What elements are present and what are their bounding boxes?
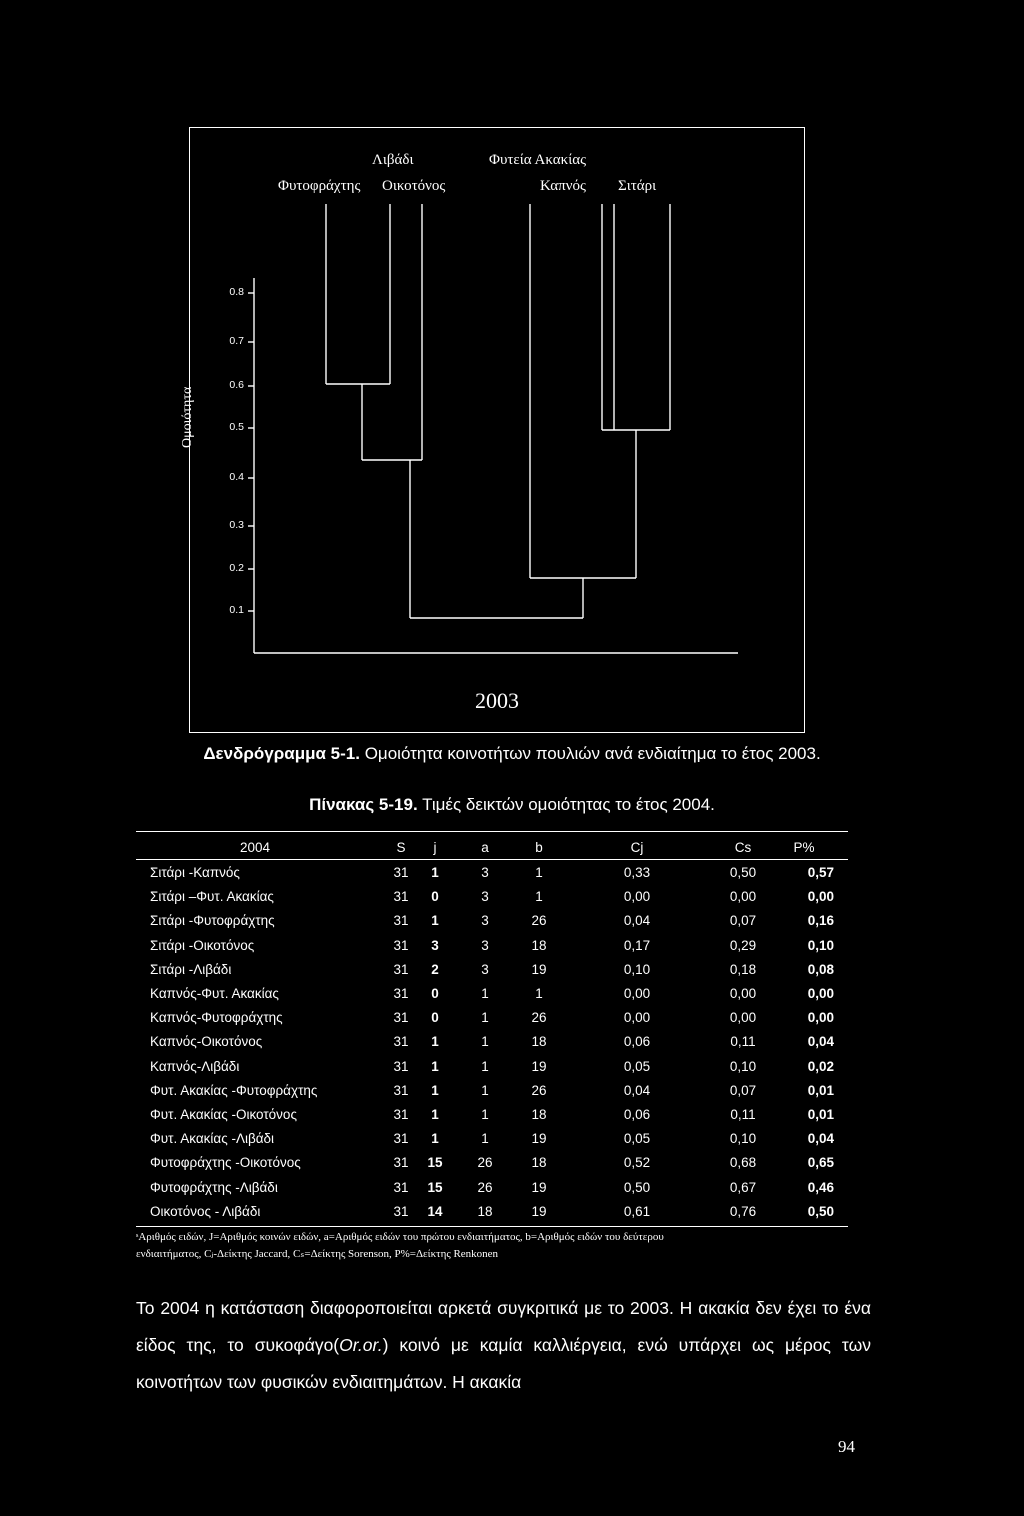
y-tick-label: 0.5: [229, 421, 244, 433]
cell-a: 1: [481, 1107, 489, 1122]
table-row: [136, 934, 848, 958]
table-header-rule: [136, 859, 848, 860]
cell-cs: 0,76: [729, 1203, 757, 1219]
cell-pair: Φυτ. Ακακίας -Λιβάδι: [150, 1131, 275, 1147]
cell-cj: 0,00: [623, 889, 651, 905]
cell-cj: 0,52: [623, 1155, 651, 1171]
cell-s: 31: [393, 937, 409, 953]
cell-j: 14: [427, 1203, 443, 1219]
dendrogram-year: 2003: [475, 688, 519, 713]
cell-cs: 0,11: [730, 1107, 756, 1122]
cell-pair: Καπνός-Λιβάδι: [150, 1058, 240, 1074]
cell-b: 19: [531, 1058, 547, 1074]
cell-cs: 0,29: [729, 937, 757, 953]
y-tick-label: 0.1: [229, 604, 244, 616]
cell-cj: 0,05: [623, 1058, 651, 1074]
body-paragraph: [136, 1290, 871, 1401]
table-caption-label: Πίνακας 5-19.: [309, 795, 418, 814]
cell-a: 3: [481, 889, 489, 905]
cell-s: 31: [393, 1179, 409, 1195]
cell-b: 26: [531, 1010, 547, 1026]
cell-p: 0,00: [807, 1010, 834, 1026]
cell-p: 0,04: [807, 1034, 834, 1050]
cell-p: 0,16: [807, 913, 834, 929]
cell-a: 1: [481, 1058, 489, 1074]
cell-pair: Καπνός-Φυτοφράχτης: [150, 1010, 283, 1026]
cell-pair: Καπνός-Φυτ. Ακακίας: [150, 986, 279, 1001]
cell-cj: 0,04: [623, 1082, 651, 1098]
cell-j: 1: [431, 1107, 439, 1122]
cell-j: 3: [431, 937, 439, 953]
figure-caption-text: Ομοιότητα κοινοτήτων πουλιών ανά ενδιαίτημα το έτος 2003.: [359, 744, 821, 763]
cell-pair: Φυτοφράχτης -Οικοτόνος: [150, 1155, 301, 1171]
cell-s: 31: [393, 1203, 409, 1219]
cell-s: 31: [393, 1010, 409, 1026]
header-year: 2004: [240, 840, 271, 855]
cell-b: 19: [531, 961, 547, 977]
figure-caption: [0, 744, 1024, 764]
cell-a: 3: [481, 961, 489, 977]
cell-cs: 0,67: [729, 1179, 757, 1195]
header-p: P%: [793, 840, 815, 855]
cell-b: 1: [535, 986, 543, 1001]
leaf-label-fytofraxtis: Φυτοφράχτης: [278, 178, 361, 194]
y-tick-label: 0.6: [229, 379, 244, 391]
page-number: 94: [838, 1437, 855, 1456]
cell-cj: 0,06: [623, 1034, 651, 1050]
cell-s: 31: [393, 1155, 409, 1171]
cell-b: 18: [531, 937, 547, 953]
cell-a: 26: [477, 1179, 493, 1195]
cell-b: 26: [531, 1082, 547, 1098]
cell-j: 15: [427, 1155, 443, 1171]
cell-s: 31: [393, 986, 409, 1001]
cell-cs: 0,00: [729, 986, 757, 1001]
cell-cs: 0,11: [730, 1034, 756, 1050]
leaf-label-sitari: Σιτάρι: [618, 178, 657, 194]
cell-p: 0,00: [807, 889, 834, 905]
cell-cj: 0,04: [623, 913, 651, 929]
y-tick-label: 0.7: [229, 335, 244, 347]
cell-b: 19: [531, 1179, 547, 1195]
cell-cj: 0,00: [623, 1010, 651, 1026]
body-text-part-1: Το 2004 η κατάσταση διαφοροποιείται αρκετά συγκριτικά με το 2003. Η ακακία δεν έχει το ένα είδος της, το συκοφάγο(: [136, 1298, 871, 1355]
table-header-row: [136, 836, 848, 860]
cell-b: 19: [531, 1131, 547, 1147]
cell-cs: 0,68: [729, 1155, 757, 1171]
cell-b: 19: [531, 1203, 547, 1219]
body-text-part-2: ) κοινό με καμία καλλιέργεια, ενώ υπάρχει ως μέρος των κοινοτήτων των φυσικών ενδιαιτημάτων. Η ακακία: [136, 1335, 871, 1392]
cell-cj: 0,33: [623, 865, 651, 880]
cell-b: 18: [531, 1034, 547, 1050]
cell-p: 0,50: [807, 1203, 834, 1219]
cell-a: 1: [481, 986, 489, 1001]
cell-j: 2: [431, 961, 439, 977]
cell-pair: Σιτάρι –Φυτ. Ακακίας: [150, 889, 274, 905]
dendrogram-svg: [190, 128, 806, 734]
cell-s: 31: [393, 1058, 409, 1074]
cell-j: 1: [431, 1082, 439, 1098]
cell-pair: Οικοτόνος - Λιβάδι: [150, 1203, 261, 1219]
table-row: [136, 861, 848, 885]
table-row: [136, 909, 848, 933]
cell-cj: 0,61: [623, 1203, 651, 1219]
table-caption: [0, 795, 1024, 815]
dendrogram-figure: [180, 127, 805, 733]
cell-pair: Φυτ. Ακακίας -Φυτοφράχτης: [150, 1082, 318, 1098]
figure-caption-label: Δενδρόγραμμα 5-1.: [203, 744, 360, 763]
table-top-rule: [136, 831, 848, 832]
cell-cj: 0,00: [623, 986, 651, 1001]
cell-pair: Καπνός-Οικοτόνος: [150, 1034, 263, 1050]
cell-s: 31: [393, 1131, 409, 1147]
table-row: [136, 982, 848, 1006]
cell-cj: 0,10: [623, 961, 651, 977]
cell-j: 1: [431, 1131, 439, 1147]
cell-a: 3: [481, 865, 489, 880]
cell-pair: Σιτάρι -Φυτοφράχτης: [150, 913, 275, 929]
cell-b: 1: [535, 865, 543, 880]
cell-cs: 0,50: [729, 865, 757, 880]
leaf-label-oikotonos: Οικοτόνος: [382, 178, 446, 194]
cell-s: 31: [393, 1034, 409, 1050]
cell-j: 15: [427, 1179, 443, 1195]
cell-s: 31: [393, 1107, 409, 1122]
cell-p: 0,65: [807, 1155, 834, 1171]
cell-j: 1: [431, 913, 439, 929]
cell-cs: 0,00: [729, 889, 757, 905]
cell-cj: 0,17: [623, 937, 651, 953]
leaf-label-livadi: Λιβάδι: [372, 152, 414, 168]
cell-p: 0,46: [807, 1179, 834, 1195]
table-bottom-rule: [136, 1226, 848, 1227]
cell-j: 0: [431, 986, 439, 1001]
cell-pair: Σιτάρι -Οικοτόνος: [150, 937, 255, 953]
cell-pair: Σιτάρι -Λιβάδι: [150, 961, 232, 977]
y-axis-title: Ομοιότητα: [180, 386, 195, 448]
cell-j: 1: [431, 865, 439, 880]
cell-cs: 0,18: [729, 961, 757, 977]
cell-j: 1: [431, 1058, 439, 1074]
y-tick-label: 0.8: [229, 286, 244, 298]
table-row: [136, 1151, 848, 1175]
cell-a: 1: [481, 1082, 489, 1098]
y-tick-label: 0.4: [229, 471, 244, 483]
cell-s: 31: [393, 865, 409, 880]
cell-a: 1: [481, 1034, 489, 1050]
cell-s: 31: [393, 961, 409, 977]
table-caption-text: Τιμές δεικτών ομοιότητας το έτος 2004.: [417, 795, 715, 814]
cell-cj: 0,06: [623, 1107, 651, 1122]
cell-cs: 0,07: [729, 913, 757, 929]
species-abbreviation: Or.or.: [339, 1335, 383, 1355]
table-footnote: [136, 1229, 896, 1263]
header-j: j: [433, 840, 437, 855]
y-tick-label: 0.2: [229, 562, 244, 574]
cell-p: 0,10: [807, 937, 834, 953]
cell-p: 0,08: [807, 961, 834, 977]
header-cs: Cs: [734, 840, 752, 855]
cell-j: 1: [431, 1034, 439, 1050]
cell-cs: 0,00: [729, 1010, 757, 1026]
cell-p: 0,57: [807, 865, 834, 880]
cell-b: 1: [535, 889, 543, 905]
cell-p: 0,04: [807, 1131, 834, 1147]
cell-p: 0,02: [807, 1058, 834, 1074]
cell-s: 31: [393, 913, 409, 929]
table-row: [136, 1006, 848, 1030]
cell-p: 0,01: [807, 1107, 834, 1122]
header-b: b: [535, 840, 543, 855]
footnote-line-2: ενδιαιτήματος, Cⱼ-Δείκτης Jaccard, Cₛ=Δείκτης Sorenson, P%=Δείκτης Renkonen: [136, 1248, 499, 1260]
cell-a: 18: [477, 1203, 493, 1219]
header-s: S: [396, 840, 406, 855]
table-row: [136, 958, 848, 982]
cell-cs: 0,07: [729, 1082, 757, 1098]
cell-pair: Φυτ. Ακακίας -Οικοτόνος: [150, 1107, 297, 1122]
cell-p: 0,01: [807, 1082, 834, 1098]
footnote-line-1: ˢΑριθμός ειδών, J=Αριθμός κοινών ειδών, a=Αριθμός ειδών του πρώτου ενδιαιτήματος, b=Αριθμός ειδών του δεύτερου: [136, 1231, 664, 1243]
table-row: [136, 1030, 848, 1054]
cell-a: 1: [481, 1010, 489, 1026]
table-row: [136, 1055, 848, 1079]
cell-cj: 0,50: [623, 1179, 651, 1195]
cell-cs: 0,10: [729, 1058, 757, 1074]
cell-j: 0: [431, 889, 439, 905]
cell-cs: 0,10: [729, 1131, 757, 1147]
table-row: [136, 1200, 848, 1224]
table-row: [136, 1176, 848, 1200]
cell-pair: Φυτοφράχτης -Λιβάδι: [150, 1179, 278, 1195]
leaf-label-fyteia-akakias: Φυτεία Ακακίας: [489, 152, 587, 168]
header-cj: Cj: [630, 840, 644, 855]
cell-cj: 0,05: [623, 1131, 651, 1147]
cell-p: 0,00: [807, 986, 834, 1001]
leaf-label-kapnos: Καπνός: [540, 178, 586, 194]
cell-s: 31: [393, 889, 409, 905]
cell-b: 18: [531, 1107, 547, 1122]
table-row: [136, 1079, 848, 1103]
cell-b: 26: [531, 913, 547, 929]
cell-a: 3: [481, 913, 489, 929]
table-row: [136, 1103, 848, 1127]
cell-a: 3: [481, 937, 489, 953]
cell-a: 26: [477, 1155, 493, 1171]
cell-a: 1: [481, 1131, 489, 1147]
header-a: a: [481, 840, 489, 855]
table-row: [136, 885, 848, 909]
cell-s: 31: [393, 1082, 409, 1098]
cell-j: 0: [431, 1010, 439, 1026]
cell-pair: Σιτάρι -Καπνός: [150, 865, 240, 880]
table-row: [136, 1127, 848, 1151]
y-tick-label: 0.3: [229, 519, 244, 531]
cell-b: 18: [531, 1155, 547, 1171]
